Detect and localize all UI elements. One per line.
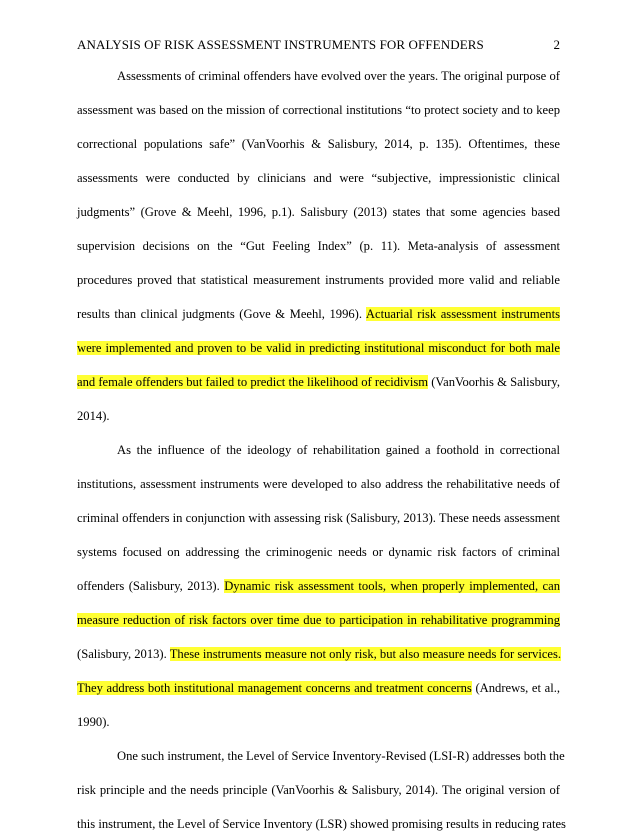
highlighted-text: were implemented and proven to be valid in predicting institutional misconduct for both male: [77, 341, 560, 355]
body-line: [77, 102, 560, 118]
body-line: [77, 680, 560, 696]
body-text: risk principle and the needs principle (VanVoorhis & Salisbury, 2014). The original version of: [77, 783, 560, 797]
body-text: institutions, assessment instruments were developed to also address the rehabilitative needs of: [77, 477, 560, 491]
body-line: [77, 408, 560, 424]
body-line: [77, 306, 560, 322]
body-line: [77, 374, 560, 390]
body-text: this instrument, the Level of Service Inventory (LSR) showed promising results in reducing rates: [77, 817, 566, 831]
body-text: 2014).: [77, 409, 110, 423]
body-text: procedures proved that statistical measurement instruments provided more valid and reliable: [77, 273, 560, 287]
running-head: ANALYSIS OF RISK ASSESSMENT INSTRUMENTS FOR OFFENDERS: [77, 37, 484, 52]
body-text: assessment was based on the mission of correctional institutions “to protect society and to keep: [77, 103, 560, 117]
body-line: [77, 646, 560, 662]
body-line: [77, 340, 560, 356]
body-text: 1990).: [77, 715, 110, 729]
body-text: Assessments of criminal offenders have evolved over the years. The original purpose of: [117, 69, 560, 83]
highlighted-text: and female offenders but failed to predict the likelihood of recidivism: [77, 375, 429, 389]
body-text: judgments” (Grove & Meehl, 1996, p.1). Salisbury (2013) states that some agencies based: [77, 205, 560, 219]
body-line: [77, 136, 560, 152]
highlighted-text: measure reduction of risk factors over time due to participation in rehabilitative programming: [77, 613, 560, 627]
body-line: [77, 816, 566, 832]
body-line: [117, 748, 565, 764]
highlighted-text: Actuarial risk assessment instruments: [365, 307, 561, 321]
body-text: offenders (Salisbury, 2013).: [77, 579, 225, 593]
body-line: [77, 714, 560, 730]
body-text: correctional populations safe” (VanVoorhis & Salisbury, 2014, p. 135). Oftentimes, these: [77, 137, 560, 151]
highlighted-text: Dynamic risk assessment tools, when properly implemented, can: [224, 579, 561, 593]
body-text: As the influence of the ideology of rehabilitation gained a foothold in correctional: [117, 443, 560, 457]
body-text: (Andrews, et al.,: [471, 681, 560, 695]
body-line: [117, 68, 560, 84]
body-line: [77, 578, 560, 594]
highlighted-text: These instruments measure not only risk, but also measure needs for services.: [169, 647, 562, 661]
body-text: supervision decisions on the “Gut Feeling Index” (p. 11). Meta-analysis of assessment: [77, 239, 560, 253]
body-line: [77, 476, 560, 492]
highlighted-text: They address both institutional management concerns and treatment concerns: [77, 681, 472, 695]
body-line: [77, 170, 560, 186]
body-line: [77, 204, 560, 220]
body-line: [117, 442, 560, 458]
page-number: 2: [553, 37, 560, 52]
body-line: [77, 238, 560, 254]
body-text: (Salisbury, 2013).: [77, 647, 170, 661]
body-line: [77, 510, 560, 526]
body-text: results than clinical judgments (Gove & Meehl, 1996).: [77, 307, 366, 321]
body-text: systems focused on addressing the criminogenic needs or dynamic risk factors of criminal: [77, 545, 560, 559]
body-text: (VanVoorhis & Salisbury,: [428, 375, 560, 389]
body-text: One such instrument, the Level of Service Inventory-Revised (LSI-R) addresses both the: [117, 749, 565, 763]
body-text: assessments were conducted by clinicians and were “subjective, impressionistic clinical: [77, 171, 560, 185]
body-line: [77, 782, 560, 798]
body-line: [77, 544, 560, 560]
body-line: [77, 612, 560, 628]
body-line: [77, 272, 560, 288]
body-text: criminal offenders in conjunction with assessing risk (Salisbury, 2013). These needs assessment: [77, 511, 560, 525]
